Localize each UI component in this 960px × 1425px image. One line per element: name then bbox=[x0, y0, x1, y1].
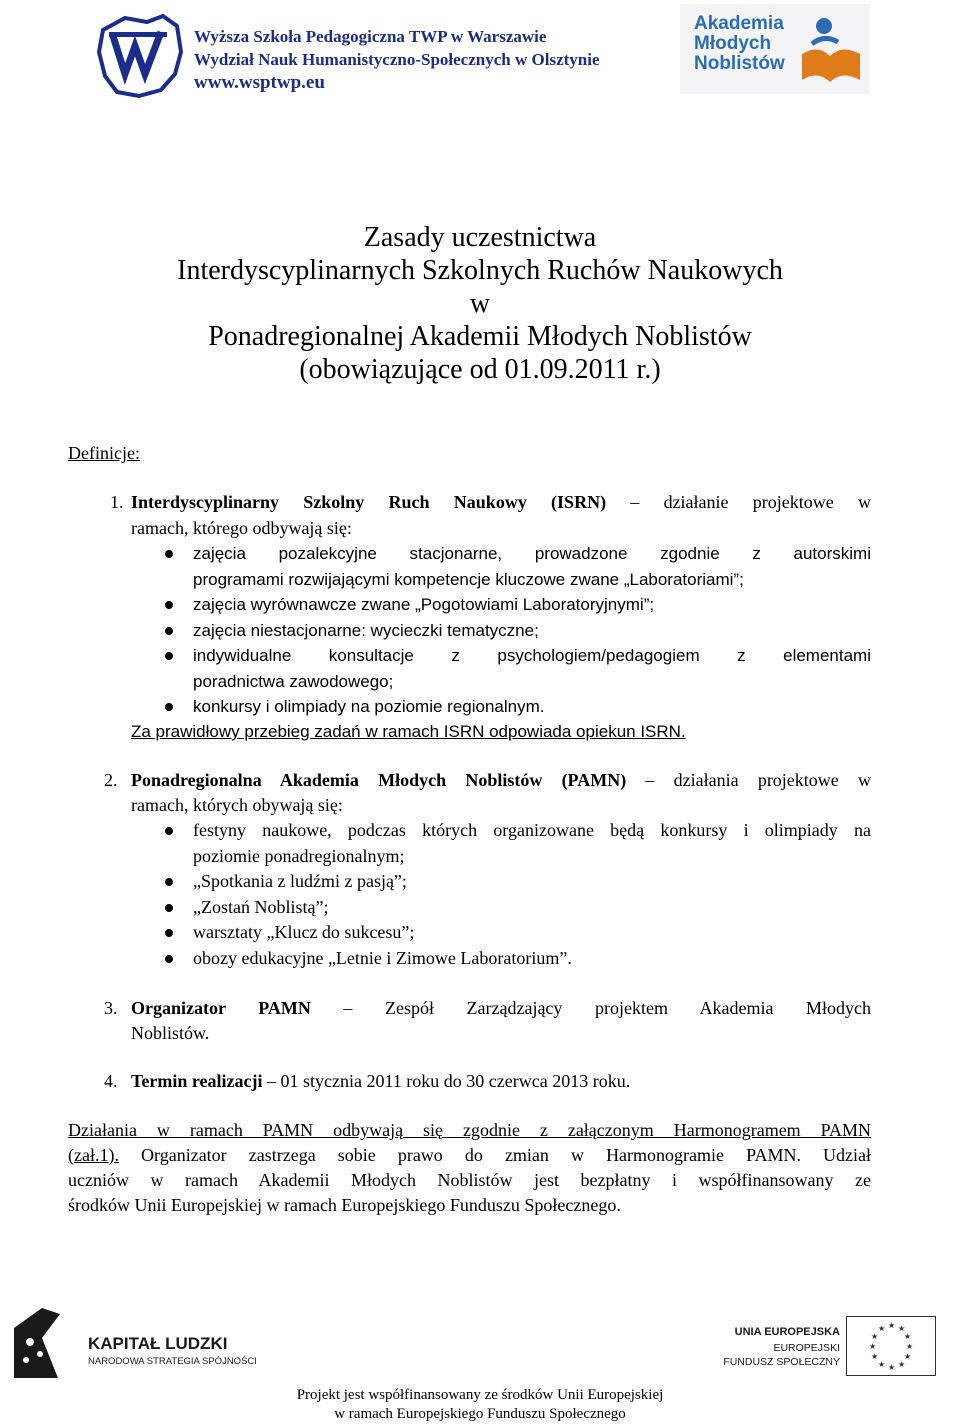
section4-term: Termin realizacji bbox=[131, 1071, 263, 1091]
list-item: indywidualne konsultacje z psychologiem/pedagogiem z elementami poradnictwa zawodowego; bbox=[193, 643, 871, 694]
svg-text:★: ★ bbox=[871, 1332, 879, 1341]
list-item: festyny naukowe, podczas których organizowane będą konkursy i olimpiady na poziomie ponadregionalnym; bbox=[193, 818, 871, 869]
section1-responsibility: Za prawidłowy przebieg zadań w ramach ISRN odpowiada opiekun ISRN. bbox=[131, 722, 686, 741]
eu-flag-icon bbox=[846, 1316, 936, 1376]
kl-subtitle: NARODOWA STRATEGIA SPÓJNOŚCI bbox=[88, 1356, 257, 1367]
cofinance-line2: w ramach Europejskiego Funduszu Społecznego bbox=[334, 1406, 626, 1422]
list-item: zajęcia wyrównawcze zwane „Pogotowiami Laboratoryjnymi”; bbox=[193, 592, 871, 618]
amn-book-icon bbox=[798, 14, 864, 86]
svg-text:★: ★ bbox=[878, 1360, 886, 1369]
section3-term: Organizator PAMN bbox=[131, 998, 311, 1018]
list-item: zajęcia pozalekcyjne stacjonarne, prowadzone zgodnie z autorskimi programami rozwijającymi kompetencje kluczowe zwane „Laboratoriami”; bbox=[193, 541, 871, 592]
title-line5: (obowiązujące od 01.09.2011 r.) bbox=[299, 354, 661, 385]
ue-line1: UNIA EUROPEJSKA bbox=[734, 1326, 840, 1338]
ue-line3: FUNDUSZ SPOŁECZNY bbox=[723, 1356, 840, 1368]
amn-logo-line1: Akademia bbox=[694, 13, 784, 34]
svg-text:★: ★ bbox=[869, 1342, 877, 1351]
section3-definition-line2: Noblistów. bbox=[131, 1023, 210, 1043]
cofinance-line1: Projekt jest współfinansowany ze środków Unii Europejskiej bbox=[296, 1387, 664, 1403]
school-name-line2: Wydział Nauk Humanistyczno-Społecznych w Olsztynie bbox=[194, 50, 600, 69]
list-item: konkursy i olimpiady na poziomie regionalnym. bbox=[193, 694, 871, 720]
svg-text:★: ★ bbox=[898, 1360, 906, 1369]
section1-definition-line2: ramach, którego odbywają się: bbox=[131, 518, 352, 538]
title-line3: w bbox=[469, 288, 491, 319]
title-line1: Zasady uczestnictwa bbox=[363, 222, 597, 253]
amn-logo bbox=[680, 4, 870, 94]
closing-line3: uczniów w ramach Akademii Młodych Noblistów jest bezpłatny i współfinansowany ze bbox=[68, 1170, 871, 1190]
section4-definition: Termin realizacji – 01 stycznia 2011 roku do 30 czerwca 2013 roku. bbox=[131, 1071, 631, 1091]
amn-logo-line3: Noblistów bbox=[694, 53, 785, 74]
section2-definition-line2: ramach, których obywają się: bbox=[131, 795, 343, 815]
ue-logo bbox=[723, 1316, 950, 1376]
section2-bullet-list bbox=[193, 818, 871, 971]
closing-line2: (zał.1). Organizator zastrzega sobie prawo do zmian w Harmonogramie PAMN. Udział bbox=[68, 1145, 871, 1165]
section1-term: Interdyscyplinarny Szkolny Ruch Naukowy (ISRN) bbox=[131, 492, 607, 512]
svg-text:★: ★ bbox=[898, 1324, 906, 1333]
title-line4: Ponadregionalnej Akademii Młodych Noblistów bbox=[208, 321, 752, 352]
section2-term: Ponadregionalna Akademia Młodych Noblistów (PAMN) bbox=[131, 770, 627, 790]
section2-definition: Ponadregionalna Akademia Młodych Noblistów (PAMN) – działania projektowe w bbox=[131, 770, 871, 790]
list-item: zajęcia niestacjonarne: wycieczki tematyczne; bbox=[193, 618, 871, 644]
definitions-heading: Definicje: bbox=[68, 443, 140, 463]
closing-line1: Działania w ramach PAMN odbywają się zgodnie z załączonym Harmonogramem PAMN bbox=[68, 1120, 871, 1140]
section3-number: 3. bbox=[104, 998, 118, 1018]
svg-text:★: ★ bbox=[904, 1332, 912, 1341]
title-line2: Interdyscyplinarnych Szkolnych Ruchów Naukowych bbox=[177, 255, 783, 286]
school-logo bbox=[95, 12, 187, 100]
svg-text:★: ★ bbox=[888, 1363, 896, 1372]
svg-text:★: ★ bbox=[888, 1321, 896, 1330]
svg-text:★: ★ bbox=[904, 1352, 912, 1361]
ue-line2: EUROPEJSKI bbox=[773, 1342, 840, 1354]
section4-number: 4. bbox=[104, 1071, 118, 1091]
kapital-ludzki-icon bbox=[12, 1308, 62, 1380]
svg-text:★: ★ bbox=[871, 1352, 879, 1361]
svg-text:★: ★ bbox=[878, 1324, 886, 1333]
section2-number: 2. bbox=[104, 770, 118, 790]
kapital-ludzki-logo bbox=[12, 1308, 262, 1380]
section1-definition: Interdyscyplinarny Szkolny Ruch Naukowy (ISRN) – działanie projektowe w bbox=[131, 492, 871, 512]
section3-definition: Organizator PAMN – Zespół Zarządzający projektem Akademia Młodych bbox=[131, 998, 872, 1018]
list-item: warsztaty „Klucz do sukcesu”; bbox=[193, 920, 871, 946]
school-url[interactable]: www.wsptwp.eu bbox=[194, 72, 325, 93]
svg-text:★: ★ bbox=[906, 1342, 914, 1351]
closing-line4: środków Unii Europejskiej w ramach Europejskiego Funduszu Społecznego. bbox=[68, 1195, 621, 1215]
school-name-line1: Wyższa Szkoła Pedagogiczna TWP w Warszawie bbox=[194, 27, 547, 46]
list-item: „Spotkania z ludźmi z pasją”; bbox=[193, 869, 871, 895]
kl-title: KAPITAŁ LUDZKI bbox=[88, 1334, 228, 1353]
list-item: obozy edukacyjne „Letnie i Zimowe Laboratorium”. bbox=[193, 946, 871, 972]
list-item: „Zostań Noblistą”; bbox=[193, 895, 871, 921]
amn-logo-line2: Młodych bbox=[694, 33, 772, 54]
section1-number: 1. bbox=[110, 492, 124, 512]
section1-bullet-list bbox=[193, 541, 871, 720]
